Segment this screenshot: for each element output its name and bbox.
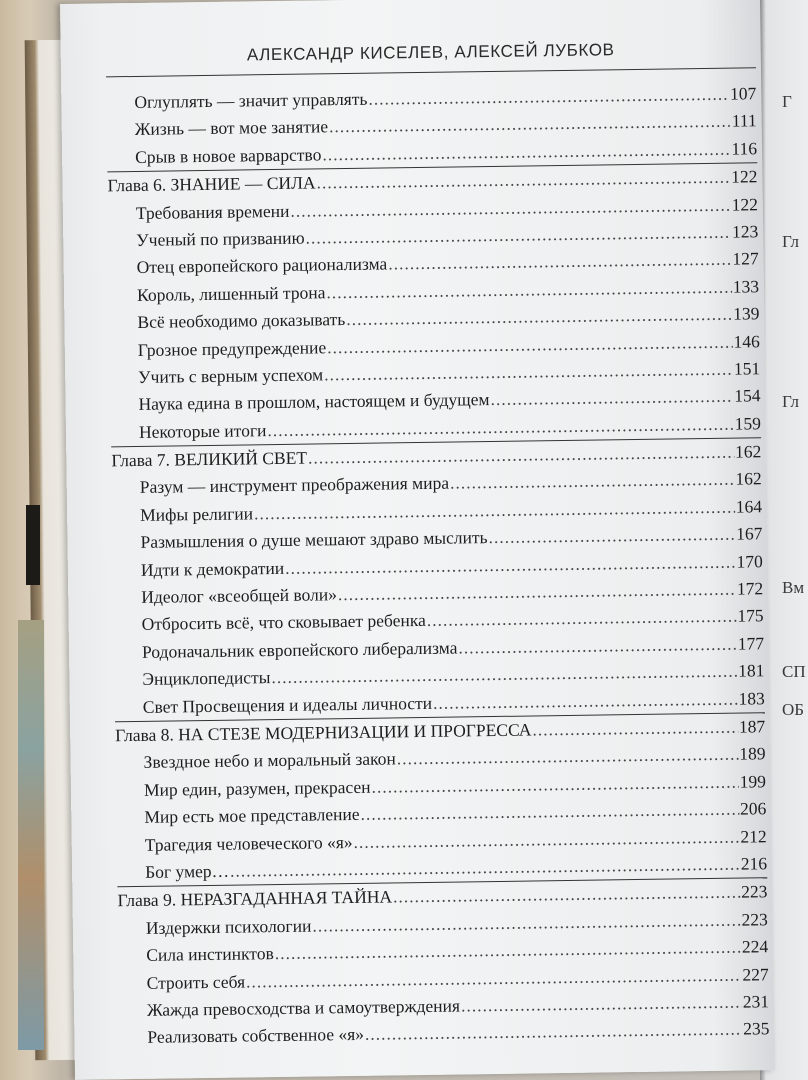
page-number: 183: [738, 687, 765, 709]
page-number: 159: [734, 412, 762, 434]
entry-title: Всё необходимо доказывать: [137, 309, 346, 333]
facing-page-fragment: Гл: [782, 232, 800, 251]
page-number: 216: [740, 853, 768, 874]
chapter-title: Глава 6. ЗНАНИЕ — СИЛА: [107, 172, 316, 196]
entry-title: Сила инстинктов: [146, 943, 274, 965]
entry-title: Идеолог «всеобщей воли»: [141, 584, 338, 607]
entry-title: Разум — инструмент преображения мира: [139, 473, 450, 498]
entry-title: Король, лишенный трона: [136, 282, 326, 305]
page-number: 175: [737, 605, 764, 627]
page-number: 170: [736, 550, 763, 572]
dot-leader: [490, 383, 733, 414]
page-number: 206: [739, 798, 767, 819]
dot-leader: [488, 521, 735, 552]
page-number: 111: [731, 110, 757, 132]
page-number: 231: [742, 991, 770, 1012]
book-cover-edge: [18, 620, 44, 1050]
entry-title: Мир един, разумен, прекрасен: [143, 776, 371, 800]
page-number: 177: [737, 633, 765, 654]
page-number: 223: [741, 908, 768, 930]
page-number: 122: [731, 193, 758, 215]
bookmark-ribbon: [26, 505, 40, 585]
dot-leader: [461, 988, 742, 1019]
dot-leader: [427, 603, 737, 635]
page-number: 187: [738, 716, 766, 737]
page-number: 235: [742, 1018, 770, 1039]
facing-page-fragment: Г: [782, 92, 792, 111]
dot-leader: [532, 714, 738, 744]
page-number: 116: [731, 138, 758, 159]
page-number: 133: [732, 276, 760, 297]
page-number: 224: [741, 936, 769, 957]
page-number: 122: [731, 166, 758, 187]
table-of-contents: [106, 80, 769, 1052]
chapter-title: Глава 8. НА СТЕЗЕ МОДЕРНИЗАЦИИ И ПРОГРЕССА: [115, 719, 532, 746]
page-number: 154: [734, 385, 761, 406]
entry-title: Жажда превосходства и самоутверждения: [146, 995, 461, 1020]
page-number: 139: [733, 303, 760, 324]
entry-title: Наука едина в прошлом, настоящем и будущем: [138, 389, 490, 415]
header-rule: [106, 67, 756, 77]
dot-leader: [365, 1016, 743, 1049]
facing-page-fragment: ОБ: [782, 700, 805, 719]
entry-title: Жизнь — вот мое занятие: [134, 116, 329, 140]
dot-leader: [450, 466, 735, 497]
page-number: 167: [736, 523, 763, 544]
entry-title: Издержки психологии: [145, 915, 312, 938]
entry-title: Оглуплять — значит управлять: [134, 88, 368, 112]
entry-title: Энциклопедисты: [142, 667, 271, 690]
entry-title: Грозное предупреждение: [137, 336, 327, 360]
facing-page-fragment: СП: [782, 662, 806, 681]
page-number: 146: [733, 330, 760, 352]
dot-leader: [458, 630, 737, 661]
entry-title: Учить с верным успехом: [138, 364, 324, 387]
page-number: 151: [733, 358, 761, 379]
dot-leader: [322, 135, 730, 168]
entry-title: Бог умер…: [144, 860, 230, 882]
entry-title: Родоначальник европейского либерализма: [141, 637, 458, 662]
page-number: 223: [741, 881, 768, 902]
page-number: 181: [737, 660, 765, 681]
entry-title: Отбросить всё, что сковывает ребенка: [141, 610, 426, 635]
entry-title: Срыв в новое варварство: [135, 144, 322, 167]
entry-title: Звездное небо и моральный закон: [143, 748, 396, 773]
page-number: 127: [732, 248, 759, 269]
entry-title: Идти к демократии: [140, 557, 285, 580]
page-number: 212: [740, 825, 767, 847]
book-page: [60, 0, 775, 1080]
page-number: 164: [735, 496, 763, 517]
entry-title: Строить себя: [146, 971, 246, 993]
page-number: 162: [735, 468, 762, 490]
facing-page-fragment: Гл: [782, 392, 800, 411]
entry-title: Отец европейского рационализма: [136, 253, 388, 278]
chapter-title: Глава 7. ВЕЛИКИЙ СВЕТ: [111, 447, 308, 471]
running-head: АЛЕКСАНДР КИСЕЛЕВ, АЛЕКСЕЙ ЛУБКОВ: [246, 40, 615, 65]
dot-leader: [433, 685, 738, 717]
page-number: 123: [731, 221, 759, 242]
page-number: 162: [734, 441, 762, 462]
entry-title: Реализовать собственное «я»: [147, 1024, 365, 1048]
entry-title: Мир есть мое представление: [144, 804, 360, 828]
entry-title: Некоторые итоги: [138, 419, 267, 442]
entry-title: Трагедия человеческого «я»: [144, 831, 353, 855]
page-number: 227: [742, 963, 769, 985]
page-number: 189: [739, 743, 766, 764]
facing-page-fragment: Вм: [782, 578, 805, 597]
entry-title: Свет Просвещения и идеалы личности: [142, 692, 433, 717]
page-number: 107: [729, 83, 757, 104]
entry-title: Мифы религии: [139, 503, 254, 525]
page-number: 172: [736, 578, 764, 599]
entry-title: Размышления о душе мешают здраво мыслить: [140, 527, 488, 553]
page-number: 199: [739, 770, 767, 792]
chapter-title: Глава 9. НЕРАЗГАДАННАЯ ТАЙНА: [117, 886, 393, 911]
entry-title: Ученый по призванию: [136, 227, 305, 250]
entry-title: Требования времени: [135, 200, 290, 223]
